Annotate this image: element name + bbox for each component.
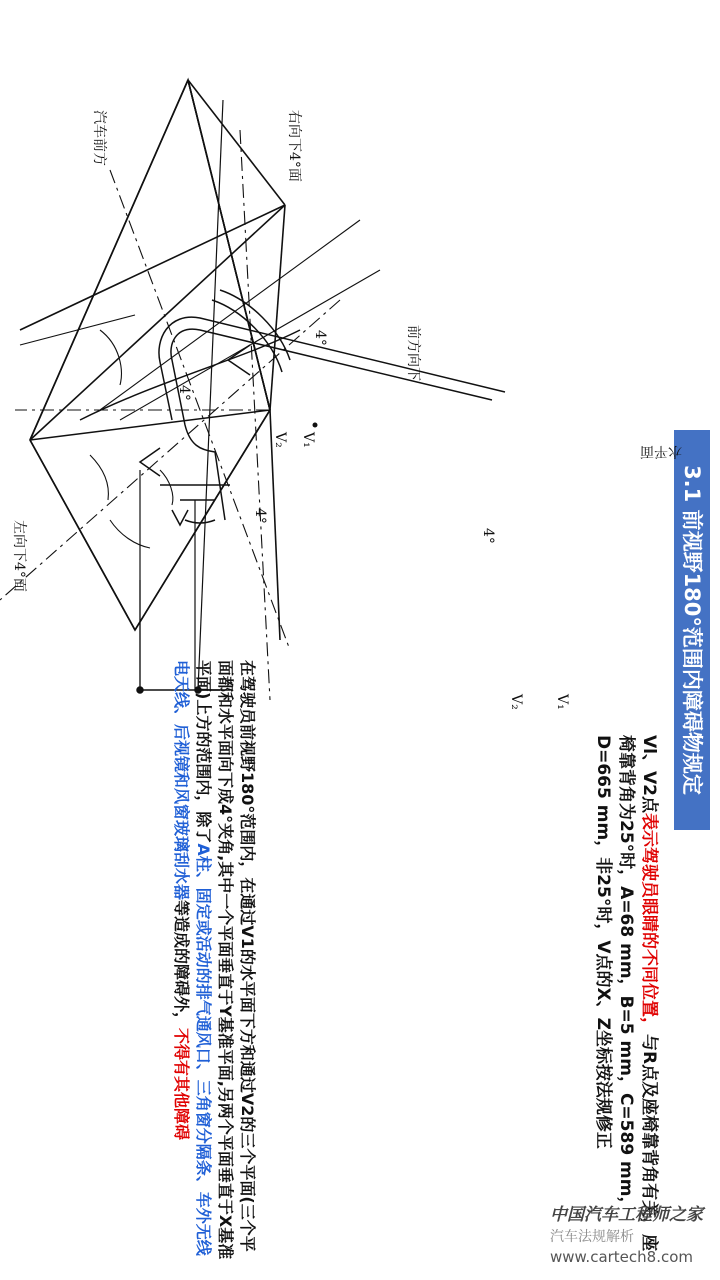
label-angle-b: 4°	[176, 385, 192, 401]
fov-line-f	[30, 440, 135, 630]
ref-line-c	[20, 315, 135, 345]
label-right-angle: 4°	[480, 528, 496, 544]
label-left-plane: 左向下4°面	[11, 520, 27, 592]
centerline-b	[240, 130, 270, 700]
fov-line-e	[30, 205, 285, 440]
ref-line-b	[120, 270, 380, 420]
slide-title: 3.1 前视野180°范围内障碍物规定	[680, 465, 704, 795]
label-angle-c: 4°	[252, 508, 268, 524]
fov-line-h	[135, 410, 270, 630]
body-red: 不得有其他障碍	[172, 1028, 191, 1141]
note-prefix: Vl、V2点	[639, 735, 659, 813]
body-blue: A柱、固定或活动的排气通风口、三角窗分隔条、车外无线电天线、后视镜和风窗玻璃刮水器	[172, 660, 213, 1256]
watermark	[550, 1200, 715, 1275]
watermark-line2: 汽车法规解析	[550, 1229, 634, 1245]
label-forward-down: 前方向下	[405, 325, 421, 381]
centerline-d	[0, 300, 340, 600]
label-horizontal-plane: 水平面	[640, 443, 682, 459]
label-right-plane: 右向下4°面	[286, 110, 302, 182]
label-right-v2: V₂	[508, 694, 524, 710]
arc-b	[90, 455, 108, 500]
regulation-paragraph	[170, 660, 258, 1260]
fov-line-c	[188, 80, 285, 205]
body-part2: 等造成的障碍外，	[172, 900, 191, 1029]
arc-a	[100, 330, 121, 385]
note-highlight: 表示驾驶员眼睛的不同位置，	[639, 812, 659, 1034]
fov-line-b	[30, 410, 270, 440]
label-angle-a: 4°	[312, 330, 328, 346]
label-left-v1: V₁	[300, 432, 316, 448]
watermark-line1: 中国汽车工程师之家	[550, 1205, 703, 1225]
note-suffix: 与R点及座椅靠背角有关，座椅靠背角为25°时，A=68 mm，B=5 mm，C=589 mm，D=665 mm，非25°时，V点的X、Z坐标按法规修正	[593, 735, 659, 1252]
label-right-v1: V₁	[554, 694, 570, 710]
fov-line-d	[270, 205, 285, 410]
label-car-front: 汽车前方	[91, 110, 107, 166]
point-v1-left	[313, 423, 318, 428]
v-point-note	[591, 735, 660, 1255]
arc-d	[110, 520, 150, 548]
arc-c	[160, 470, 173, 505]
label-left-v2: V₂	[272, 432, 288, 448]
body-part1: 在驾驶员前视野180°范围内，在通过V1的水平面下方和通过V2的三个平面(三个平面都和水平面向下成4°夹角,其中一个平面垂直于Y基准平面,另两个平面垂直于X基准平面)上方的范围内，除了	[194, 660, 257, 1260]
watermark-url: www.cartech8.com	[550, 1248, 694, 1266]
